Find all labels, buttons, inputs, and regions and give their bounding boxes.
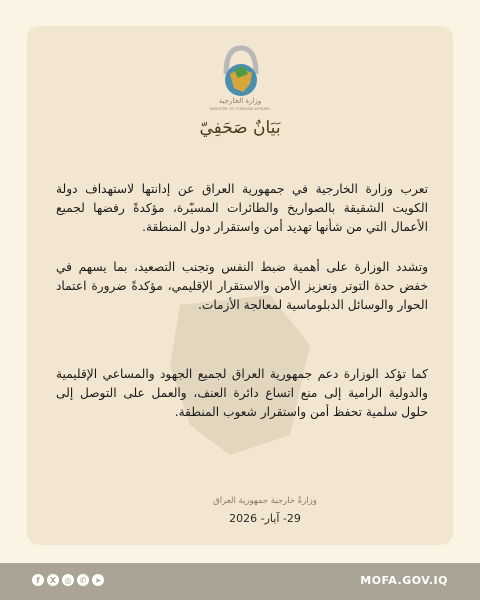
paragraph-1: تعرب وزارة الخارجية في جمهورية العراق عن إدانتها لاستهداف دولة الكويت الشقيقة بالصواريخ والطائرات المسيّرة، مؤكدةً رفضها لجميع الأعمال التي من شأنها تهديد أمن واستقرار دول المنطقة. [56,182,428,234]
instagram-icon[interactable]: ◎ [62,574,74,586]
paragraph-2: وتشدد الوزارة على أهمية ضبط النفس وتجنب التصعيد، بما يسهم في خفض حدة التوتر وتعزيز الأمن والاستقرار الإقليمي، مؤكدةً ضرورة اعتماد الحوار والوسائل الدبلوماسية لمعالجة الأزمات. [56,260,428,312]
telegram-icon[interactable]: ➤ [92,574,104,586]
logo-text-arabic: وزارة الخارجية [218,97,262,105]
signature-date: 29- آيار- 2026 [229,512,301,525]
whatsapp-icon[interactable]: ✆ [77,574,89,586]
social-icons [32,574,104,586]
signature-ministry: وزارةُ خارجية جمهورية العراق [213,496,317,506]
paragraph-3: كما تؤكد الوزارة دعم جمهورية العراق لجميع الجهود والمساعي الإقليمية والدولية الرامية إلى منع اتساع دائرة العنف، والعمل على التوصل إلى حلول سلمية تحفظ أمن واستقرار شعوب المنطقة. [56,367,428,419]
footer-bar [0,563,480,600]
statement-title: بَيَانٌ صَحَفِيّ [199,118,281,138]
website-link[interactable]: MOFA.GOV.IQ [360,574,448,587]
facebook-icon[interactable]: f [32,574,44,586]
x-icon[interactable]: X [47,574,59,586]
logo-text-english: MINISTRY OF FOREIGN AFFAIRS [210,107,270,111]
